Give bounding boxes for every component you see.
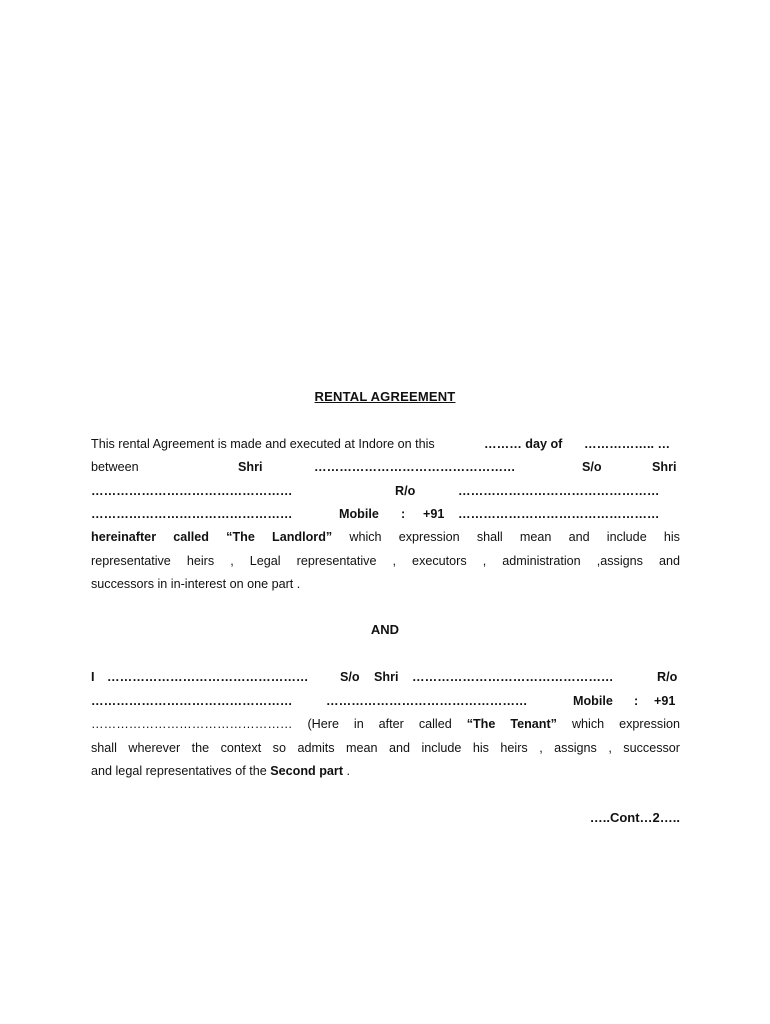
p1-l3-blank-1: …………………………………………	[91, 484, 293, 498]
p1-line-1	[91, 436, 680, 453]
p1-l4-colon: :	[401, 507, 406, 521]
p1-l1-month: …………….. …	[584, 437, 671, 451]
p1-line-6: representative heirs , Legal representative , executors , administration ,assigns and	[91, 554, 680, 568]
p1-l4-blank-1: …………………………………………	[91, 507, 293, 521]
p2-l2-code: +91	[654, 694, 676, 708]
p1-line-4	[91, 506, 680, 523]
p2-line-4: shall wherever the context so admits mean and include his heirs , assigns , successor	[91, 741, 680, 755]
p1-l3-ro: R/o	[395, 484, 416, 498]
p2-l2-blank-2: …………………………………………	[326, 694, 528, 708]
p1-l3-blank-2: …………………………………………	[458, 484, 660, 498]
p1-line-7: successors in in-interest on one part .	[91, 577, 301, 591]
p2-l1-i: I	[91, 670, 95, 684]
p1-l4-mobile: Mobile	[339, 507, 379, 521]
p2-line-2	[91, 693, 680, 710]
and-heading: AND	[370, 622, 400, 637]
tenant-term: “The Tenant”	[466, 717, 557, 731]
p1-l2-shri-2: Shri	[652, 460, 677, 474]
p2-l2-blank-1: …………………………………………	[91, 694, 293, 708]
p1-l4-blank-2: …………………………………………	[458, 507, 660, 521]
p1-line-5	[91, 529, 680, 546]
p1-l2-shri: Shri	[238, 460, 263, 474]
p2-l3-end: which expression	[556, 717, 680, 731]
p1-l2-so: S/o	[582, 460, 602, 474]
p1-l2-blank: …………………………………………	[314, 460, 516, 474]
p2-l1-shri: Shri	[374, 670, 399, 684]
landlord-term: hereinafter called “The Landlord”	[91, 530, 333, 544]
p2-l1-ro: R/o	[657, 670, 678, 684]
second-part-term: Second part	[270, 764, 344, 778]
p2-l1-blank-1: …………………………………………	[107, 670, 309, 684]
p2-l5-end: .	[343, 764, 351, 778]
p2-line-3	[91, 716, 680, 733]
p2-l3-start: ………………………………………… (Here in after called	[91, 717, 467, 731]
p2-line-1	[91, 669, 680, 686]
p2-l2-mobile: Mobile	[573, 694, 613, 708]
p1-l5-rest: which expression shall mean and include his	[332, 530, 680, 544]
p2-line-5	[91, 763, 680, 780]
continuation-marker: …..Cont…2…..	[589, 810, 680, 825]
p2-l1-blank-2: …………………………………………	[412, 670, 614, 684]
p1-l1-day: ……… day of	[484, 437, 563, 451]
p2-l5-start: and legal representatives of the	[91, 764, 271, 778]
p1-line-2	[91, 459, 680, 476]
p1-l1-text: This rental Agreement is made and executed at Indore on this	[91, 437, 435, 451]
document-title: RENTAL AGREEMENT	[314, 389, 456, 404]
p1-line-3	[91, 483, 680, 500]
p1-l4-code: +91	[423, 507, 445, 521]
p2-l1-so: S/o	[340, 670, 360, 684]
p2-l2-colon: :	[634, 694, 639, 708]
p1-l2-between: between	[91, 460, 139, 474]
